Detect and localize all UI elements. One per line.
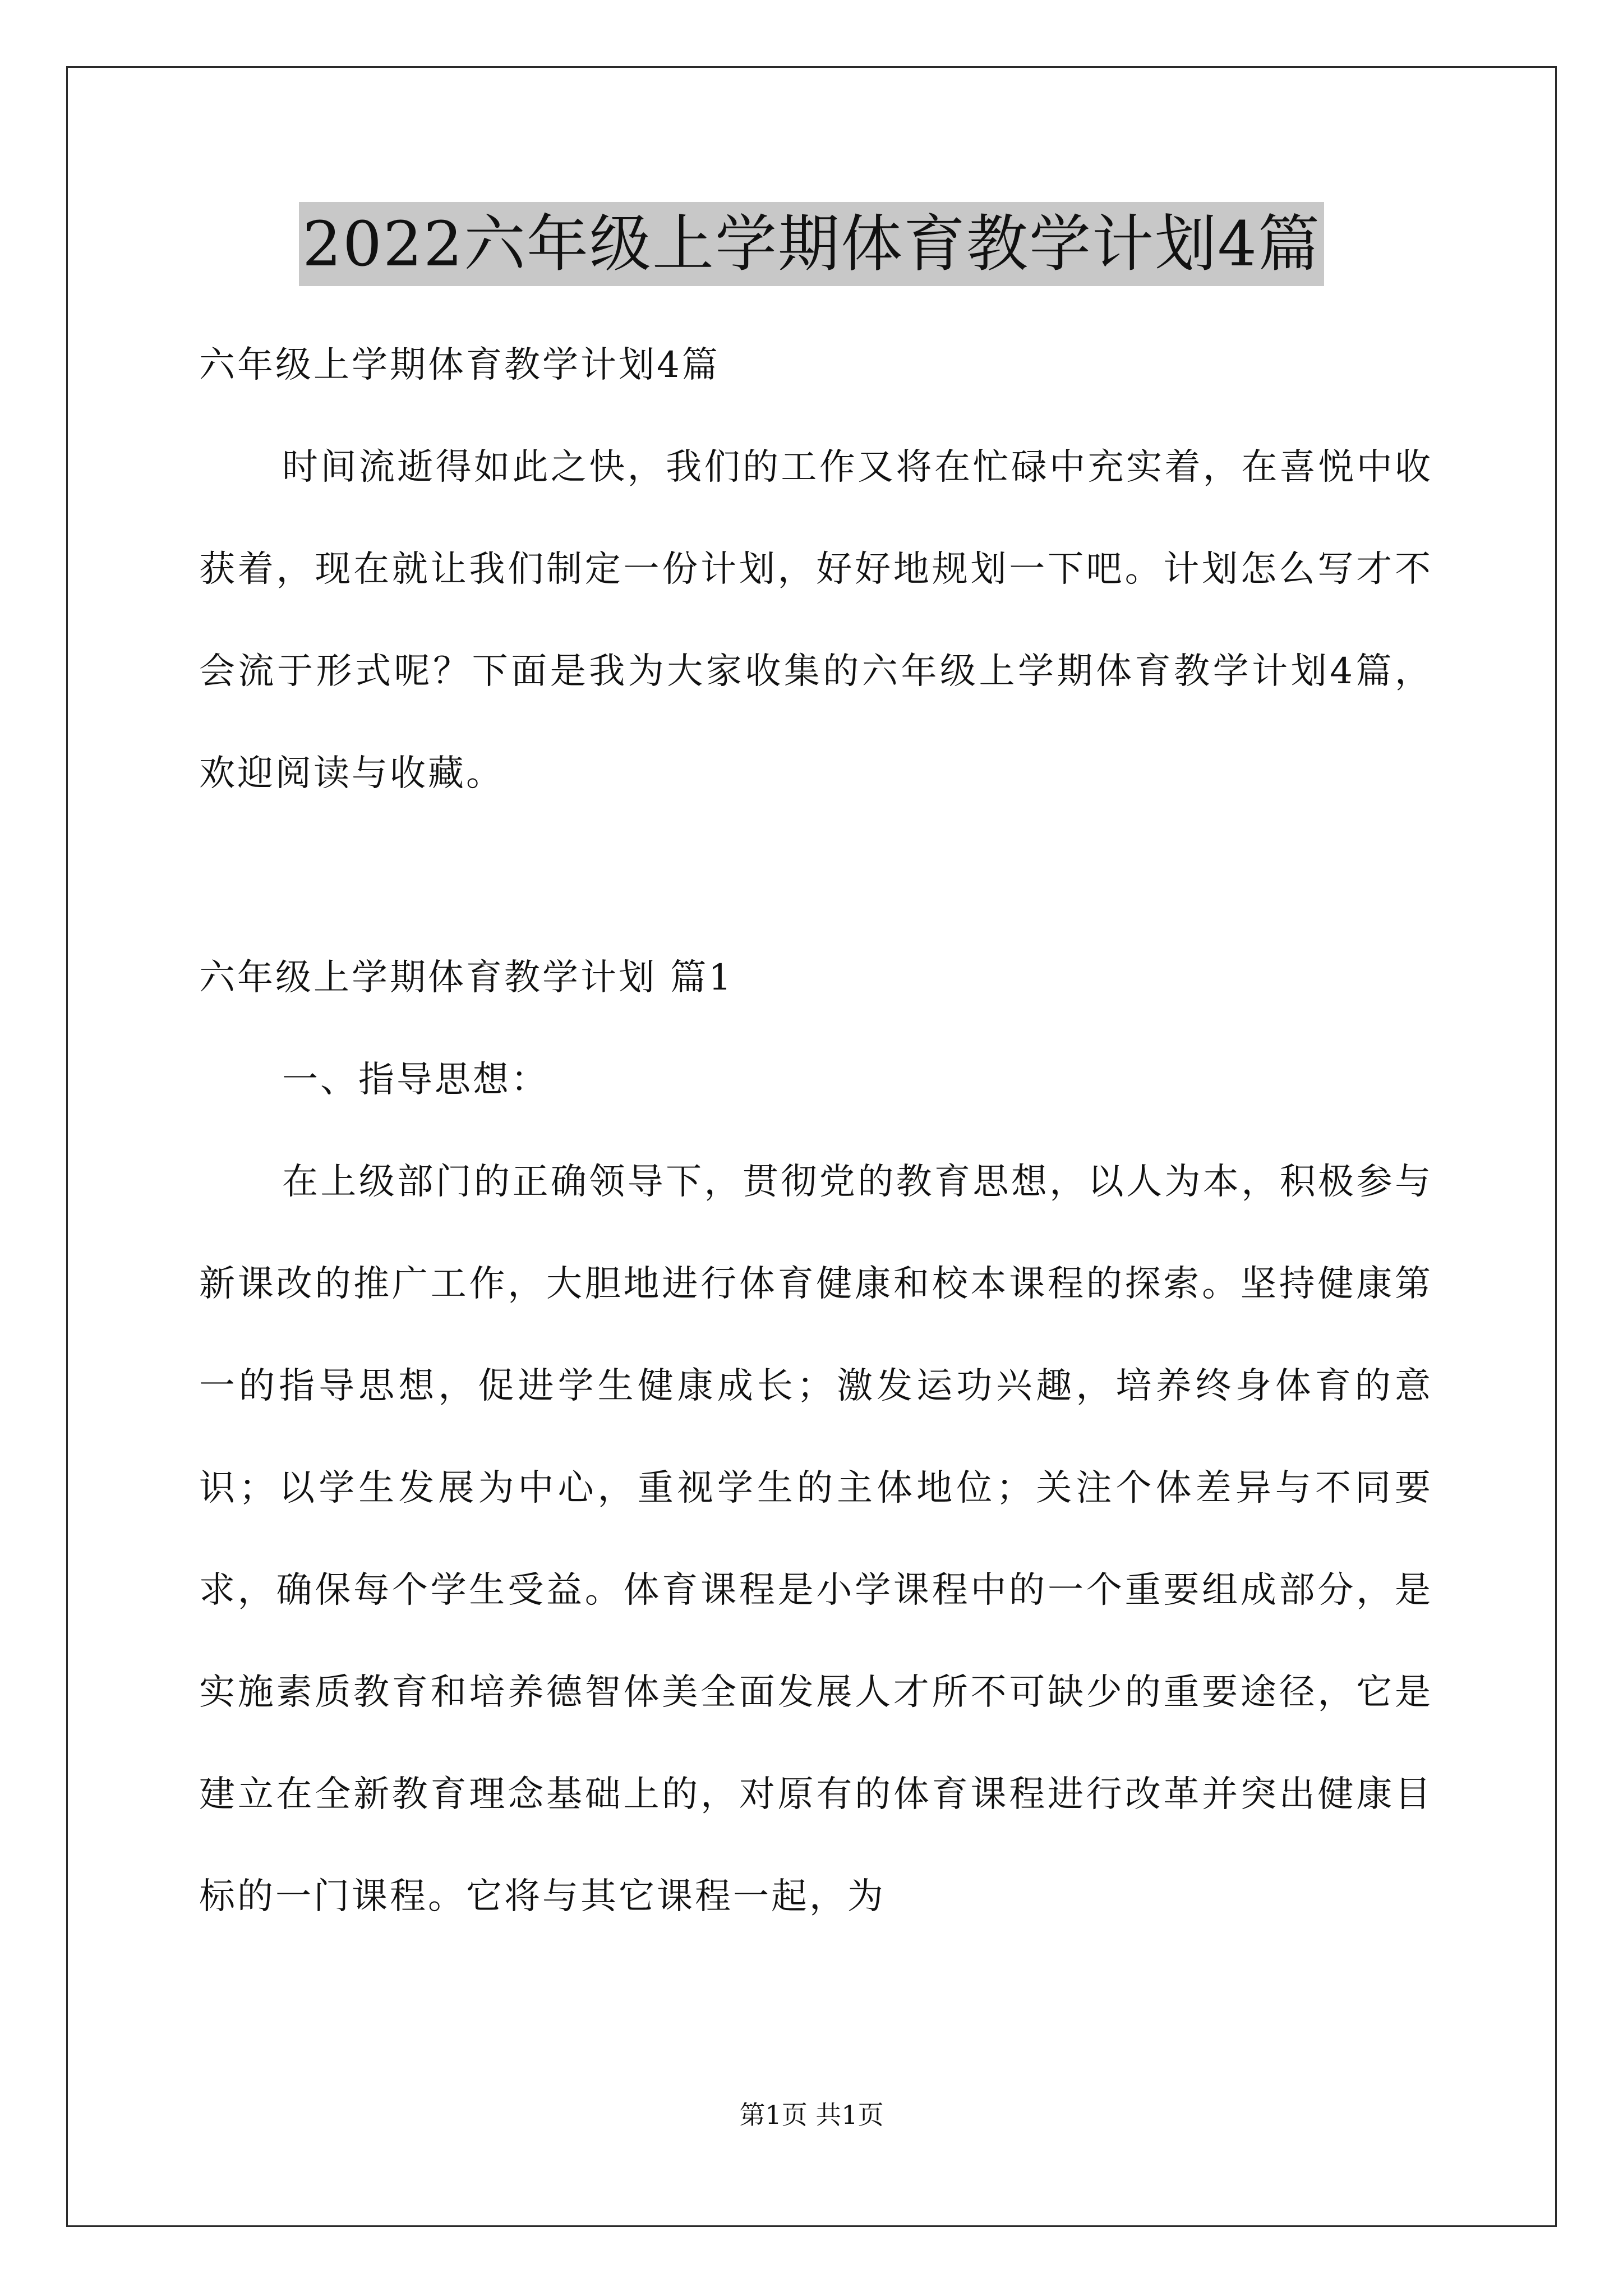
document-body — [199, 314, 1433, 1948]
page-footer: 第1页 共1页 — [739, 2100, 884, 2130]
paragraph: 一、指导思想： — [282, 1059, 549, 1101]
paragraph: 在上级部门的正确领导下，贯彻党的教育思想，以人为本，积极参与新课改的推广工作，大胆地进行体育健康和校本课程的探索。坚持健康第一的指导思想，促进学生健康成长；激发运功兴趣，培养终身体育的意识；以学生发展为中心，重视学生的主体地位；关注个体差异与不同要求，确保每个学生受益。体育课程是小学课程中的一个重要组成部分，是实施素质教育和培养德智体美全面发展人才所不可缺少的重要途径，它是建立在全新教育理念基础上的，对原有的体育课程进行改革并突出健康目标的一门课程。它将与其它课程一起，为 — [199, 1161, 1433, 1917]
document-title: 2022六年级上学期体育教学计划4篇 — [299, 202, 1324, 286]
paragraph: 六年级上学期体育教学计划4篇 — [199, 344, 720, 386]
paragraph: 六年级上学期体育教学计划 篇1 — [199, 957, 734, 999]
title-container — [0, 202, 1623, 286]
paragraph: 时间流逝得如此之快，我们的工作又将在忙碌中充实着，在喜悦中收获着，现在就让我们制定一份计划，好好地规划一下吧。计划怎么写才不会流于形式呢？下面是我为大家收集的六年级上学期体育教学计划4篇，欢迎阅读与收藏。 — [199, 447, 1433, 794]
